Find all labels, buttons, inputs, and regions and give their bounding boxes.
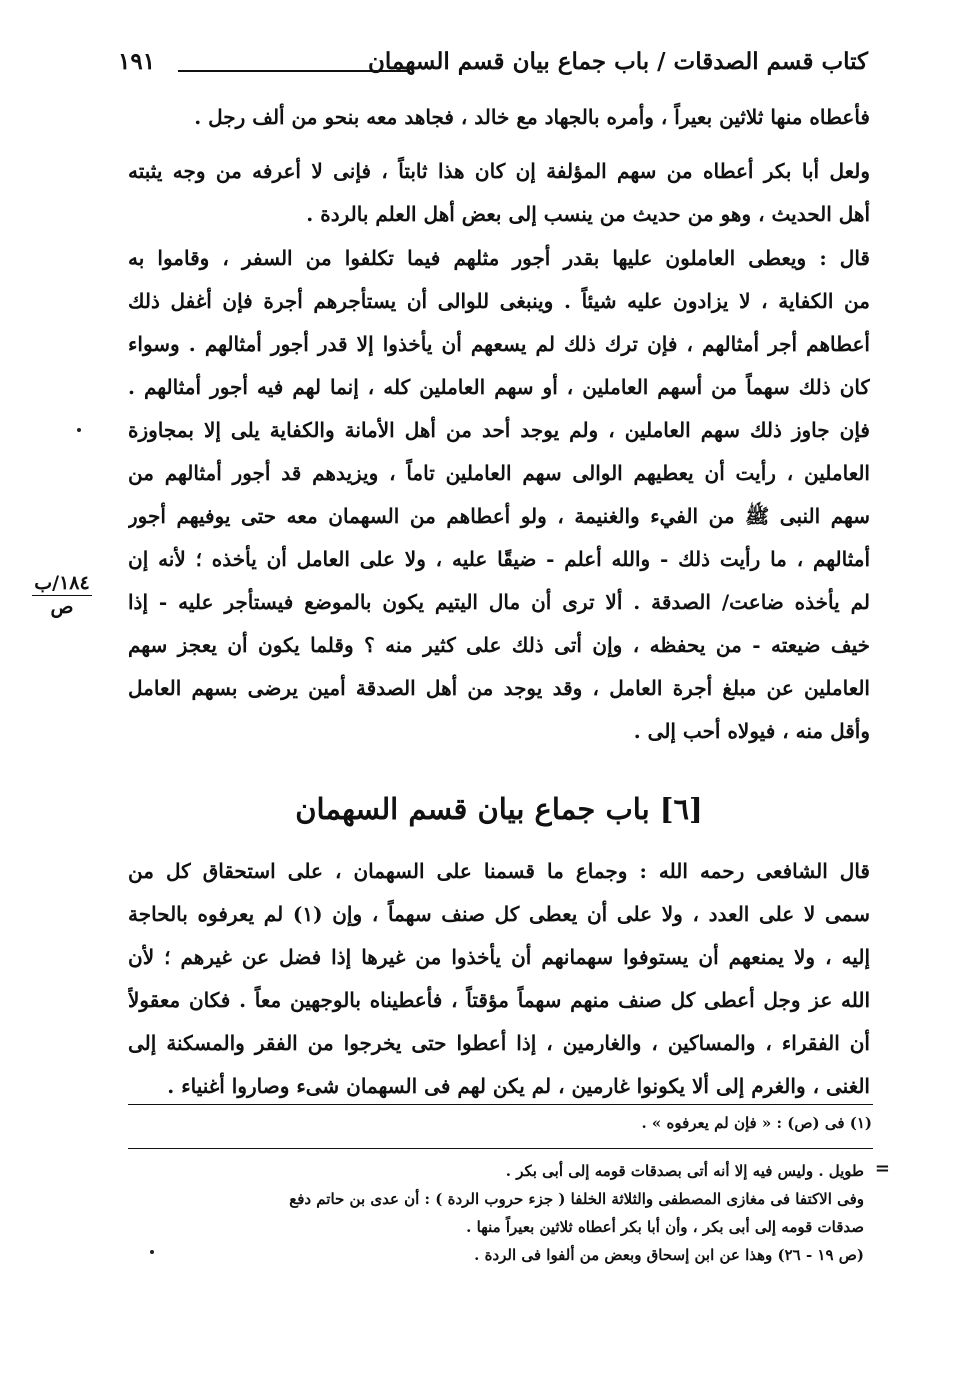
margin-folio: ١٨٤/ب bbox=[32, 572, 92, 596]
print-speck bbox=[150, 1250, 154, 1254]
text-line: ولعل أبا بكر أعطاه من سهم المؤلفة إن كان هذا ثابتاً ، فإنى لا أعرفه من وجه يثبته bbox=[128, 159, 870, 183]
editor-notes-marker: = bbox=[874, 1158, 890, 1179]
text-line: وأقل منه ، فيولاه أحب إلى . bbox=[633, 719, 870, 743]
footnote: (١) فى (ص) : « فإن لم يعرفوه » . bbox=[641, 1114, 872, 1132]
chapter-heading: [٦] باب جماع بيان قسم السهمان bbox=[295, 792, 703, 826]
text-line: فإن جاوز ذلك سهم العاملين ، ولم يوجد أحد من أهل الأمانة والكفاية يلى إلا بمجاوزة bbox=[128, 418, 870, 442]
margin-folio-note bbox=[32, 572, 92, 618]
editor-note-line: طويل . وليس فيه إلا أنه أتى بصدقات قومه إلى أبى بكر . bbox=[505, 1162, 864, 1180]
text-line: قال : ويعطى العاملون عليها بقدر أجور مثلهم فيما تكلفوا من السفر ، وقاموا به bbox=[128, 246, 870, 270]
text-line: أن الفقراء ، والمساكين ، والغارمين ، إذا أعطوا حتى يخرجوا من الفقر والمسكنة إلى bbox=[128, 1031, 870, 1055]
page-number: ١٩١ bbox=[118, 48, 156, 75]
text-line: سمى لا على العدد ، ولا على أن يعطى كل صنف سهماً ، وإن (١) لم يعرفوه بالحاجة bbox=[128, 902, 870, 926]
margin-siglum: ص bbox=[50, 596, 74, 618]
editor-note-line: صدقات قومه إلى أبى بكر ، وأن أبا بكر أعطاه ثلاثين بعيراً منها . bbox=[466, 1218, 864, 1236]
paragraph-abu-bakr-note bbox=[128, 150, 870, 236]
text-line: العاملين عن مبلغ أجرة العامل ، وقد يوجد من أهل الصدقة أمين يرضى بسهم العامل bbox=[128, 676, 870, 700]
text-line: الله عز وجل أعطى كل صنف منهم سهماً مؤقتاً ، فأعطيناه بالوجهين معاً . فكان معقولاً bbox=[128, 988, 870, 1012]
paragraph-amilin bbox=[128, 237, 870, 753]
running-header bbox=[118, 48, 868, 88]
text-line: قال الشافعى رحمه الله : وجماع ما قسمنا على السهمان ، على استحقاق كل من bbox=[128, 859, 870, 883]
text-line: لم يأخذه ضاعت/ الصدقة . ألا ترى أن مال اليتيم يكون بالموضع فيستأجر عليه - إذا bbox=[128, 590, 870, 614]
editor-notes-rule bbox=[128, 1148, 873, 1149]
paragraph-shafii bbox=[128, 850, 870, 1108]
running-header-title: كتاب قسم الصدقات / باب جماع بيان قسم السهمان bbox=[368, 48, 868, 75]
text-line: العاملين ، رأيت أن يعطيهم الوالى سهم العاملين تاماً ، ويزيدهم قد أجور أمثالهم من bbox=[128, 461, 870, 485]
print-speck bbox=[77, 428, 81, 432]
editor-note-line: (ص ١٩ - ٢٦) وهذا عن ابن إسحاق وبعض من ألفوا فى الردة . bbox=[474, 1246, 864, 1264]
text-line: سهم النبى ﷺ من الفيء والغنيمة ، ولو أعطاهم من السهمان معه حتى يوفيهم أجور bbox=[128, 504, 870, 528]
editor-note-line: وفى الاكتفا فى مغازى المصطفى والثلاثة الخلفا ( جزء حروب الردة ) : أن عدى بن حاتم دفع bbox=[289, 1190, 864, 1208]
text-line: من الكفاية ، لا يزادون عليه شيئاً . وينبغى للوالى أن يستأجرهم أجرة فإن أغفل ذلك bbox=[128, 289, 870, 313]
text-line: كان ذلك سهماً من أسهم العاملين ، أو سهم العاملين كله ، إنما لهم فيه أجور أمثالهم . bbox=[128, 375, 870, 399]
text-line: أعطاهم أجر أمثالهم ، فإن ترك ذلك لم يسعهم أن يأخذوا إلا قدر أجور أمثالهم . وسواء bbox=[128, 332, 870, 356]
text-line: أهل الحديث ، وهو من حديث من ينسب إلى بعض أهل العلم بالردة . bbox=[306, 202, 870, 226]
text-line: فأعطاه منها ثلاثين بعيراً ، وأمره بالجهاد مع خالد ، فجاهد معه بنحو من ألف رجل . bbox=[194, 105, 870, 129]
text-line: خيف ضيعته - من يحفظه ، وإن أتى ذلك على كثير منه ؟ وقلما يكون أن يعجز سهم bbox=[128, 633, 870, 657]
header-rule bbox=[178, 70, 410, 72]
footnote-rule bbox=[128, 1104, 873, 1105]
paragraph-continuation bbox=[128, 96, 870, 139]
text-line: إليه ، ولا يمنعهم أن يستوفوا سهمانهم أن يأخذوا من غيرها إذا فضل عن غيرهم ؛ لأن bbox=[128, 945, 870, 969]
text-line: أمثالهم ، ما رأيت ذلك - والله أعلم - ضيقًا عليه ، ولا على العامل أن يأخذه ؛ لأنه إن bbox=[128, 547, 870, 571]
text-line: الغنى ، والغرم إلى ألا يكونوا غارمين ، لم يكن لهم فى السهمان شىء وصاروا أغنياء . bbox=[167, 1074, 870, 1098]
